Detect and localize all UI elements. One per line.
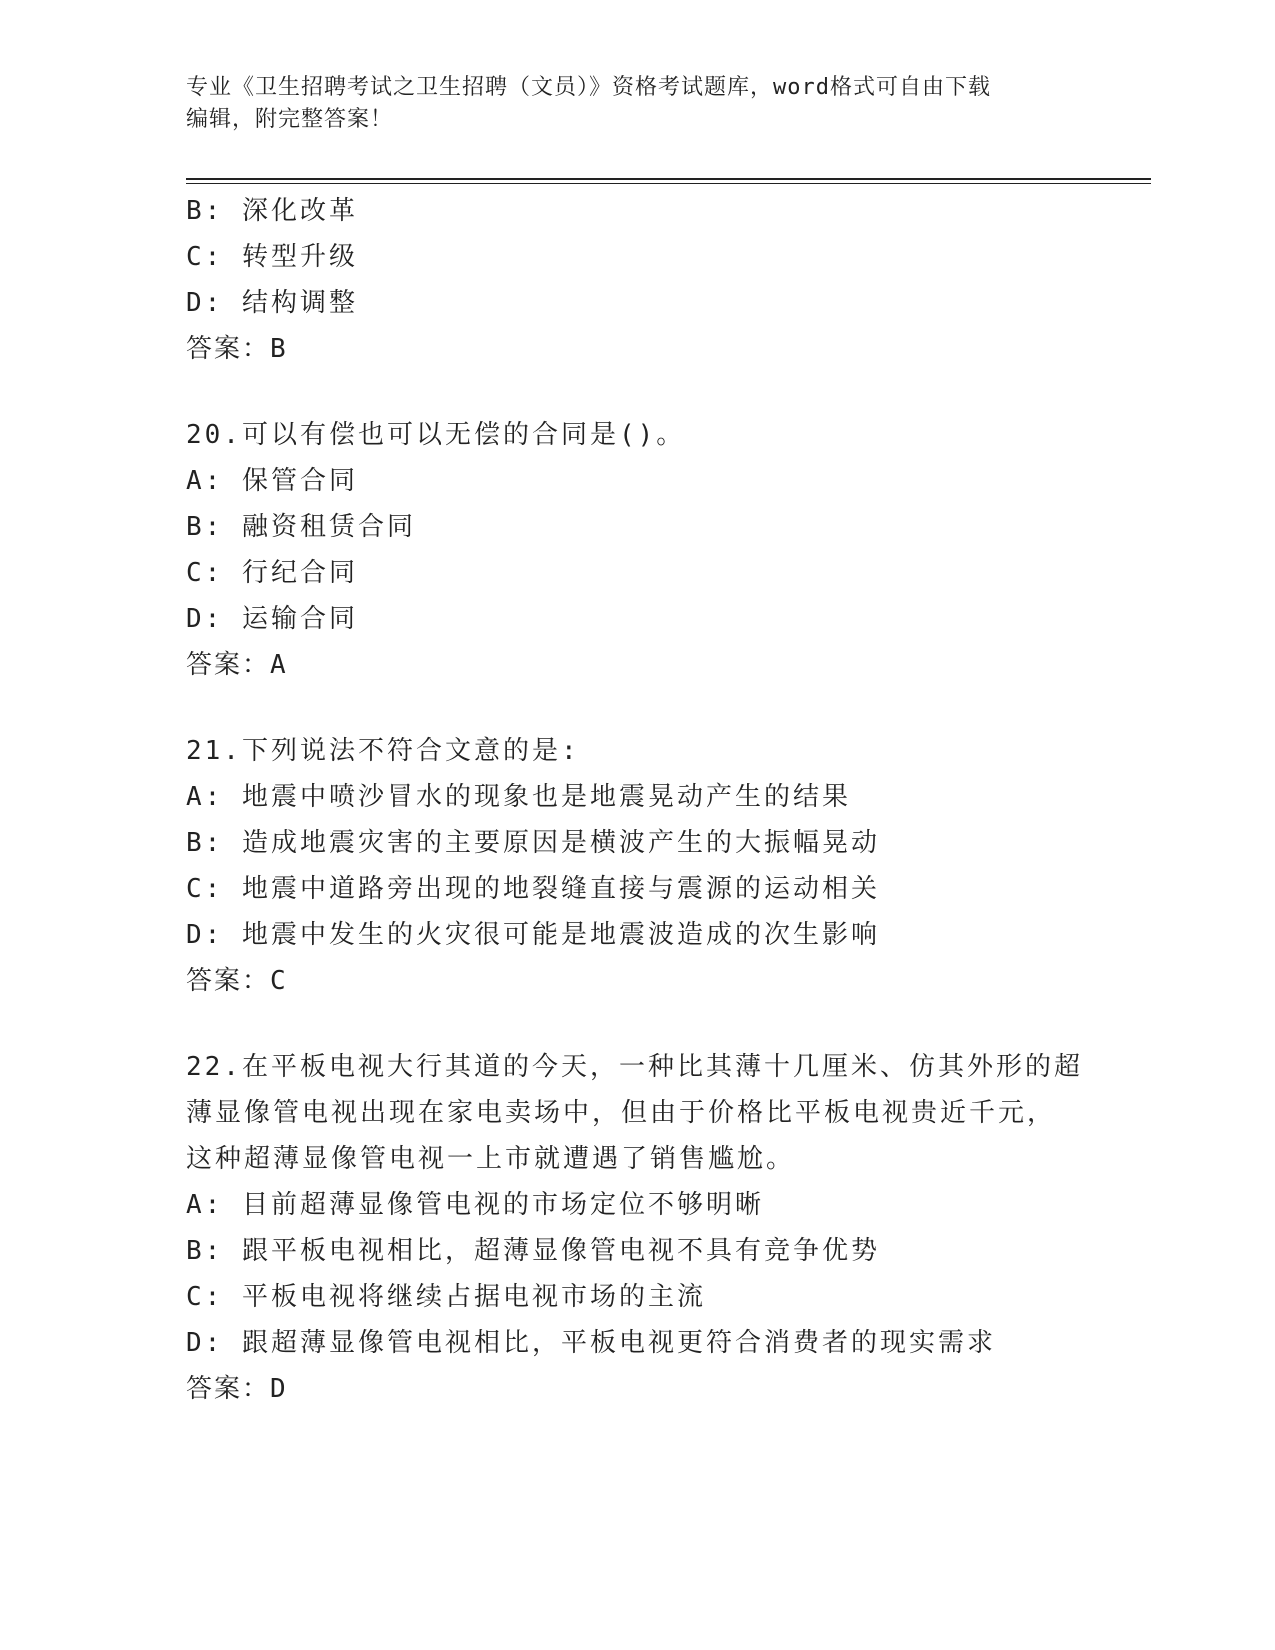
answer-label: 答案： [186, 334, 271, 364]
question-text-line-1: 22.在平板电视大行其道的今天，一种比其薄十几厘米、仿其外形的超 [186, 1052, 1083, 1082]
answer-line [186, 642, 1086, 688]
answer-label: 答案： [186, 966, 271, 996]
option-d: D: 结构调整 [186, 288, 358, 318]
option-c: C: 平板电视将继续占据电视市场的主流 [186, 1282, 706, 1312]
answer-label: 答案： [186, 1374, 271, 1404]
header-divider-thick [186, 178, 1151, 180]
option-b: B: 跟平板电视相比，超薄显像管电视不具有竞争优势 [186, 1236, 880, 1266]
question-list [186, 188, 1086, 1412]
answer-value: B [270, 334, 288, 364]
option-c: C: 行纪合同 [186, 558, 358, 588]
header-line-2: 编辑，附完整答案！ [186, 107, 394, 132]
option-a: A: 保管合同 [186, 466, 358, 496]
option-d: D: 地震中发生的火灾很可能是地震波造成的次生影响 [186, 920, 880, 950]
answer-line [186, 1366, 1086, 1412]
header-line-1: 专业《卫生招聘考试之卫生招聘（文员）》资格考试题库，word格式可自由下载 [186, 75, 991, 100]
option-b: B: 深化改革 [186, 196, 358, 226]
option-b: B: 融资租赁合同 [186, 512, 416, 542]
option-a: A: 目前超薄显像管电视的市场定位不够明晰 [186, 1190, 764, 1220]
answer-label: 答案： [186, 650, 271, 680]
answer-value: D [270, 1374, 288, 1404]
question-text-line-3: 这种超薄显像管电视一上市就遭遇了销售尴尬。 [186, 1144, 796, 1174]
page-header [186, 72, 1086, 136]
question-21 [186, 728, 1086, 1004]
option-b: B: 造成地震灾害的主要原因是横波产生的大振幅晃动 [186, 828, 880, 858]
question-22 [186, 1044, 1086, 1412]
option-d: D: 跟超薄显像管电视相比，平板电视更符合消费者的现实需求 [186, 1328, 996, 1358]
answer-line [186, 958, 1086, 1004]
header-divider-thin [186, 183, 1151, 184]
option-c: C: 地震中道路旁出现的地裂缝直接与震源的运动相关 [186, 874, 880, 904]
option-d: D: 运输合同 [186, 604, 358, 634]
question-19-continued [186, 188, 1086, 372]
question-text: 21.下列说法不符合文意的是: [186, 736, 580, 766]
question-text: 20.可以有偿也可以无偿的合同是()。 [186, 420, 686, 450]
question-text-line-2: 薄显像管电视出现在家电卖场中，但由于价格比平板电视贵近千元， [186, 1098, 1057, 1128]
option-a: A: 地震中喷沙冒水的现象也是地震晃动产生的结果 [186, 782, 851, 812]
answer-value: C [270, 966, 288, 996]
answer-value: A [270, 650, 288, 680]
option-c: C: 转型升级 [186, 242, 358, 272]
question-20 [186, 412, 1086, 688]
answer-line [186, 326, 1086, 372]
